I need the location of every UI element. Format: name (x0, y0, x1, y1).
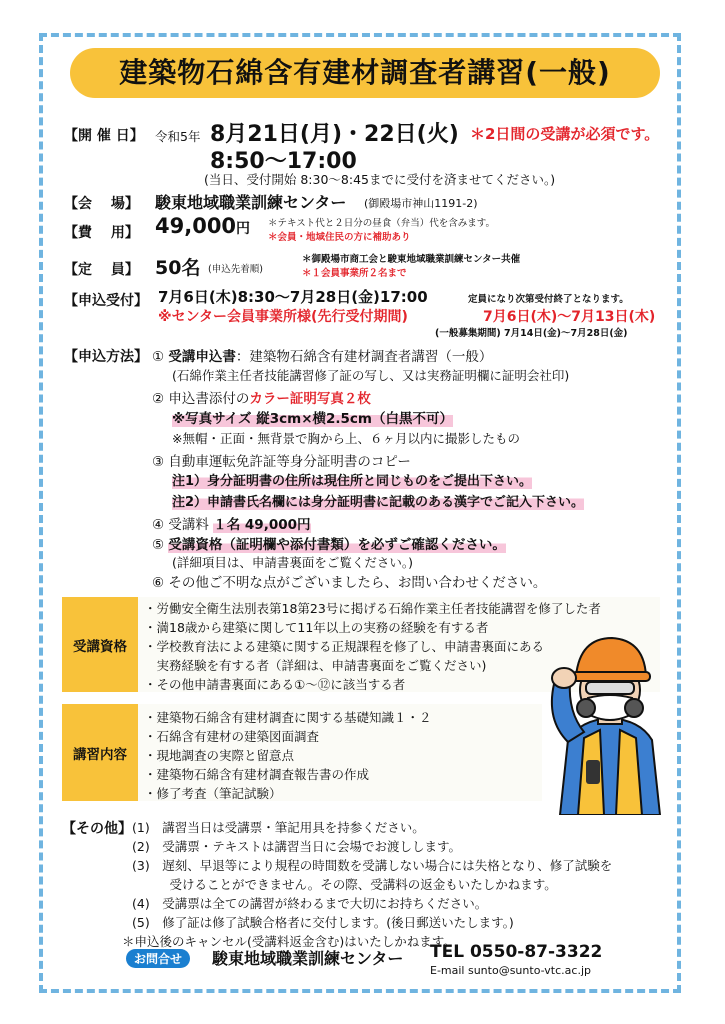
qualification-item: ・満18歳から建築に関して11年以上の実務の経験を有する者 (144, 620, 489, 635)
method-item3-note1: 注1）身分証明書の住所は現住所と同じものをご提出下さい。 (172, 470, 532, 489)
method-label: 【申込方法】 (64, 349, 148, 365)
contact-org: 駿東地域職業訓練センター (212, 949, 404, 968)
method-item5-text: 受講資格（証明欄や添付書類）を必ずご確認ください。 (168, 537, 506, 553)
content-item: ・石綿含有建材の建築図面調査 (144, 729, 320, 744)
fee-note2: ＊会員・地域住民の方に補助あり (268, 232, 411, 243)
others-cancel-note: ＊申込後のキャンセル(受講料返金含む)はいたしかねます。 (122, 934, 456, 949)
method-item2-head: カラー証明写真２枚 (249, 391, 371, 407)
others-item: (3) 遅刻、早退等により規程の時間数を受講しない場合には失格となり、修了試験を (132, 858, 613, 873)
method-item3-note2: 注2）申請書氏名欄には身分証明書に記載のある漢字でご記入下さい。 (172, 491, 584, 510)
method-item2-size: ※写真サイズ 縦3cm×横2.5cm（白黒不可） (172, 407, 453, 427)
date-note: ＊2日間の受講が必須です。 (470, 125, 660, 143)
method-item4-text: 受講料 (168, 517, 209, 533)
qualification-list (144, 599, 601, 694)
contact-email: E-mail sunto@sunto-vtc.ac.jp (430, 964, 591, 977)
date-time: 8:50〜17:00 (210, 149, 357, 174)
content-item: ・現地調査の実際と留意点 (144, 748, 295, 763)
contact-label: お問合せ (126, 949, 190, 968)
contact-tel: TEL 0550-87-3322 (430, 942, 603, 962)
capacity-label: 【定 員】 (64, 262, 139, 278)
date-era: 令和5年 (155, 129, 201, 144)
content-list (144, 708, 432, 803)
others-item: 受けることができません。その際、受講料の返金もいたしかねます。 (132, 877, 557, 892)
method-item4-amount: １名 49,000円 (213, 517, 311, 533)
fee-label: 【費 用】 (64, 225, 139, 241)
method-item4-num: ④ (152, 517, 165, 533)
application-member-period: 7月6日(木)〜7月13日(木) (483, 309, 656, 325)
date-label: 【開 催 日】 (64, 128, 144, 144)
qualification-item: 実務経験を有する者（詳細は、申請書裏面をご覧ください) (144, 658, 487, 673)
qualification-item: ・その他申請書裏面にある①〜⑫に該当する者 (144, 677, 406, 692)
capacity-count: 50名 (155, 257, 201, 279)
content-item: ・建築物石綿含有建材調査報告書の作成 (144, 767, 370, 782)
contact-badge (126, 948, 190, 968)
method-item1-sub: (石綿作業主任者技能講習修了証の写し、又は実務証明欄に証明会社印) (172, 368, 570, 383)
page-title: 建築物石綿含有建材調査者講習(一般) (70, 48, 660, 98)
method-item2-pre: 申込書添付の (168, 391, 250, 407)
capacity-order: (申込先着順) (208, 264, 263, 275)
qualification-item: ・労働安全衛生法別表第18第23号に掲げる石綿作業主任者技能講習を修了した者 (144, 601, 601, 616)
method-item5-num: ⑤ (152, 537, 165, 553)
method-item2-num: ② (152, 391, 165, 407)
application-general: (一般募集期間) 7月14日(金)〜7月28日(金) (435, 328, 628, 339)
fee-unit: 円 (236, 221, 251, 237)
date-reception: (当日、受付開始 8:30〜8:45までに受付を済ませてください。) (204, 172, 556, 187)
application-label: 【申込受付】 (64, 293, 148, 309)
content-box (62, 704, 542, 801)
content-item: ・修了考査（筆記試験） (144, 786, 282, 801)
method-item2-sub: ※無帽・正面・無背景で胸から上、６ヶ月以内に撮影したもの (172, 431, 520, 446)
method-item3-text: 自動車運転免許証等身分証明書のコピー (168, 454, 411, 470)
qualification-label: 受講資格 (62, 597, 138, 692)
others-item: (4) 受講票は全ての講習が終わるまで大切にお持ちください。 (132, 896, 488, 911)
others-label: 【その他】 (62, 821, 132, 837)
others-item: (2) 受講票・テキストは講習当日に会場でお渡しします。 (132, 839, 461, 854)
worker-illustration (540, 620, 680, 815)
method-item1-num: ① (152, 349, 165, 365)
fee-amount-value: 49,000 (155, 214, 237, 238)
fee-note1: ＊テキスト代と２日分の昼食（弁当）代を含みます。 (268, 218, 496, 229)
qualification-item: ・学校教育法による建築に関する正規課程を修了し、申請書裏面にある (144, 639, 545, 654)
content-label: 講習内容 (62, 704, 138, 801)
capacity-note1: ＊御殿場市商工会と駿東地域職業訓練センター共催 (302, 254, 521, 265)
capacity-note2: ＊１会員事業所２名まで (302, 268, 407, 279)
venue-name: 駿東地域職業訓練センター (155, 193, 347, 212)
content-item: ・建築物石綿含有建材調査に関する基礎知識１・２ (144, 710, 432, 725)
application-member-label: ※センター会員事業所様(先行受付期間) (158, 309, 408, 325)
application-period: 7月6日(木)8:30〜7月28日(金)17:00 (158, 288, 428, 306)
method-item3-num: ③ (152, 454, 165, 470)
method-item6-text: その他ご不明な点がございましたら、お問い合わせください。 (168, 575, 547, 591)
venue-address: (御殿場市神山1191-2) (364, 197, 478, 210)
method-item5-sub: (詳細項目は、申請書裏面をご覧ください。) (172, 555, 414, 570)
venue-label: 【会 場】 (64, 196, 139, 212)
others-item: (5) 修了証は修了試験合格者に交付します。(後日郵送いたします。) (132, 915, 514, 930)
method-item1-head: 受講申込書 (168, 349, 236, 365)
method-item1-rest: ：建築物石綿含有建材調査者講習（一般） (235, 349, 493, 365)
method-item6-num: ⑥ (152, 575, 165, 591)
fee-amount (155, 214, 250, 238)
date-days: 8月21日(月)・22日(火) (210, 122, 459, 147)
others-item: (1) 講習当日は受講票・筆記用具を持参ください。 (132, 820, 425, 835)
application-period-note: 定員になり次第受付終了となります。 (468, 294, 629, 305)
others-list (132, 818, 612, 932)
